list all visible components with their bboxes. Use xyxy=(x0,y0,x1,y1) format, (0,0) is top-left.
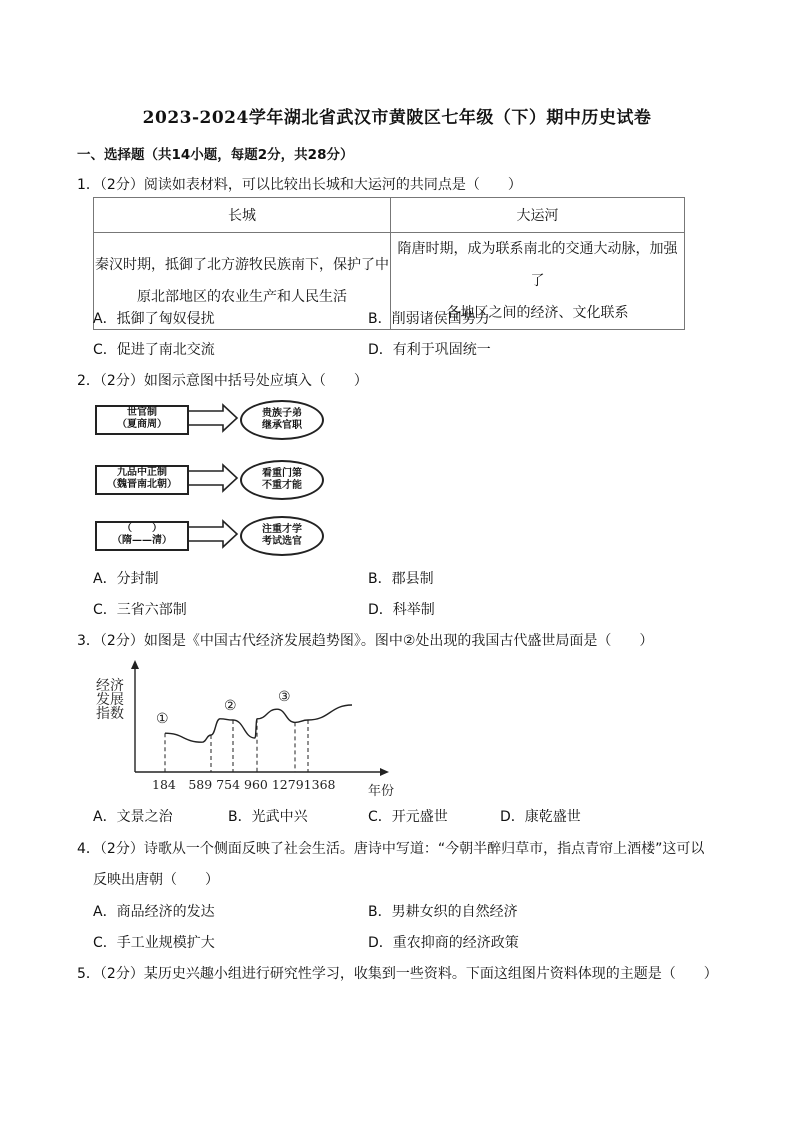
q2-arrow-3 xyxy=(185,521,237,547)
q2-oval-3-line1: 注重才学 xyxy=(262,524,302,535)
marker-2: ② xyxy=(224,698,237,714)
q4-option-c[interactable]: C．手工业规模扩大 xyxy=(93,935,215,951)
q2-box-3 xyxy=(95,521,189,551)
q4-stem-line2: 反映出唐朝（ ） xyxy=(93,872,219,888)
q1-cell-grand-canal-line1: 隋唐时期，成为联系南北的交通大动脉，加强了 xyxy=(397,241,678,289)
q2-oval-2-line2: 不重才能 xyxy=(262,480,302,491)
q2-oval-3 xyxy=(240,516,324,556)
q1-cell-grand-canal-line2: 各地区之间的经济、文化联系 xyxy=(446,305,629,321)
q2-oval-3-line2: 考试选官 xyxy=(262,536,302,547)
q2-box-2-line2: （魏晋南北朝） xyxy=(107,479,177,490)
q3-stem: 3．（2分）如图是《中国古代经济发展趋势图》。图中②处出现的我国古代盛世局面是（ ） xyxy=(77,633,654,649)
q3-option-d[interactable]: D．康乾盛世 xyxy=(500,809,581,825)
q2-box-1-line1: 世官制 xyxy=(127,407,157,418)
marker-3: ③ xyxy=(278,689,291,705)
q2-option-c[interactable]: C．三省六部制 xyxy=(93,602,187,618)
q2-box-3-line1: （ ） xyxy=(122,523,162,534)
q1-option-c[interactable]: C．促进了南北交流 xyxy=(93,342,215,358)
q3-option-b[interactable]: B．光武中兴 xyxy=(228,809,308,825)
q4-option-b[interactable]: B．男耕女织的自然经济 xyxy=(368,904,518,920)
q2-oval-2-line1: 看重门第 xyxy=(262,468,302,479)
q2-arrow-1 xyxy=(185,405,237,431)
q1-stem: 1．（2分）阅读如表材料，可以比较出长城和大运河的共同点是（ ） xyxy=(77,177,522,193)
q2-arrow-2 xyxy=(185,465,237,491)
q2-option-a[interactable]: A．分封制 xyxy=(93,571,159,587)
q2-oval-2 xyxy=(240,460,324,500)
y-axis-label: 指数 xyxy=(96,706,124,722)
q2-stem: 2．（2分）如图示意图中括号处应填入（ ） xyxy=(77,373,368,389)
x-axis-arrow xyxy=(380,768,389,776)
q2-option-b[interactable]: B．郡县制 xyxy=(368,571,434,587)
q3-option-a[interactable]: A．文景之治 xyxy=(93,809,173,825)
page-title: 2023-2024学年湖北省武汉市黄陂区七年级（下）期中历史试卷 xyxy=(142,108,652,128)
q4-stem-line1: 4．（2分）诗歌从一个侧面反映了社会生活。唐诗中写道：“今朝半醉归草市，指点青帘上酒楼”这可以 xyxy=(77,841,705,857)
y-axis-label: 经济 xyxy=(96,678,124,694)
q2-box-2-line1: 九品中正制 xyxy=(117,467,167,478)
q2-oval-1-line2: 继承官职 xyxy=(262,420,302,431)
trend-curve xyxy=(165,705,352,742)
q3-option-c[interactable]: C．开元盛世 xyxy=(368,809,448,825)
q1-header-great-wall: 长城 xyxy=(94,198,391,233)
section-heading: 一、选择题（共14小题，每题2分，共28分） xyxy=(77,147,354,163)
q2-oval-1 xyxy=(240,400,324,440)
q2-box-1-line2: （夏商周） xyxy=(117,419,167,430)
x-tick-labels: 184 589 754 960 12791368 xyxy=(152,777,336,792)
q1-option-a[interactable]: A．抵御了匈奴侵扰 xyxy=(93,311,215,327)
q2-option-d[interactable]: D．科举制 xyxy=(368,602,435,618)
q1-option-d[interactable]: D．有利于巩固统一 xyxy=(368,342,491,358)
q1-cell-great-wall-line1: 秦汉时期，抵御了北方游牧民族南下，保护了中 xyxy=(95,257,389,273)
q2-box-3-line2: （隋——清） xyxy=(112,535,172,546)
q2-box-1 xyxy=(95,405,189,435)
q1-cell-great-wall-line2: 原北部地区的农业生产和人民生活 xyxy=(137,289,347,305)
x-axis-label: 年份 xyxy=(368,784,395,799)
marker-1: ① xyxy=(156,711,169,727)
q2-oval-1-line1: 贵族子弟 xyxy=(262,408,302,419)
q1-option-b[interactable]: B．削弱诸侯国势力 xyxy=(368,311,490,327)
q4-option-d[interactable]: D．重农抑商的经济政策 xyxy=(368,935,519,951)
q3-trend-chart xyxy=(90,655,420,800)
q1-header-grand-canal: 大运河 xyxy=(391,198,685,233)
y-axis-arrow xyxy=(131,660,139,669)
q4-option-a[interactable]: A．商品经济的发达 xyxy=(93,904,215,920)
y-axis-label: 发展 xyxy=(96,692,124,708)
q2-box-2 xyxy=(95,465,189,495)
q5-stem: 5．（2分）某历史兴趣小组进行研究性学习，收集到一些资料。下面这组图片资料体现的主题是（ ） xyxy=(77,966,718,982)
